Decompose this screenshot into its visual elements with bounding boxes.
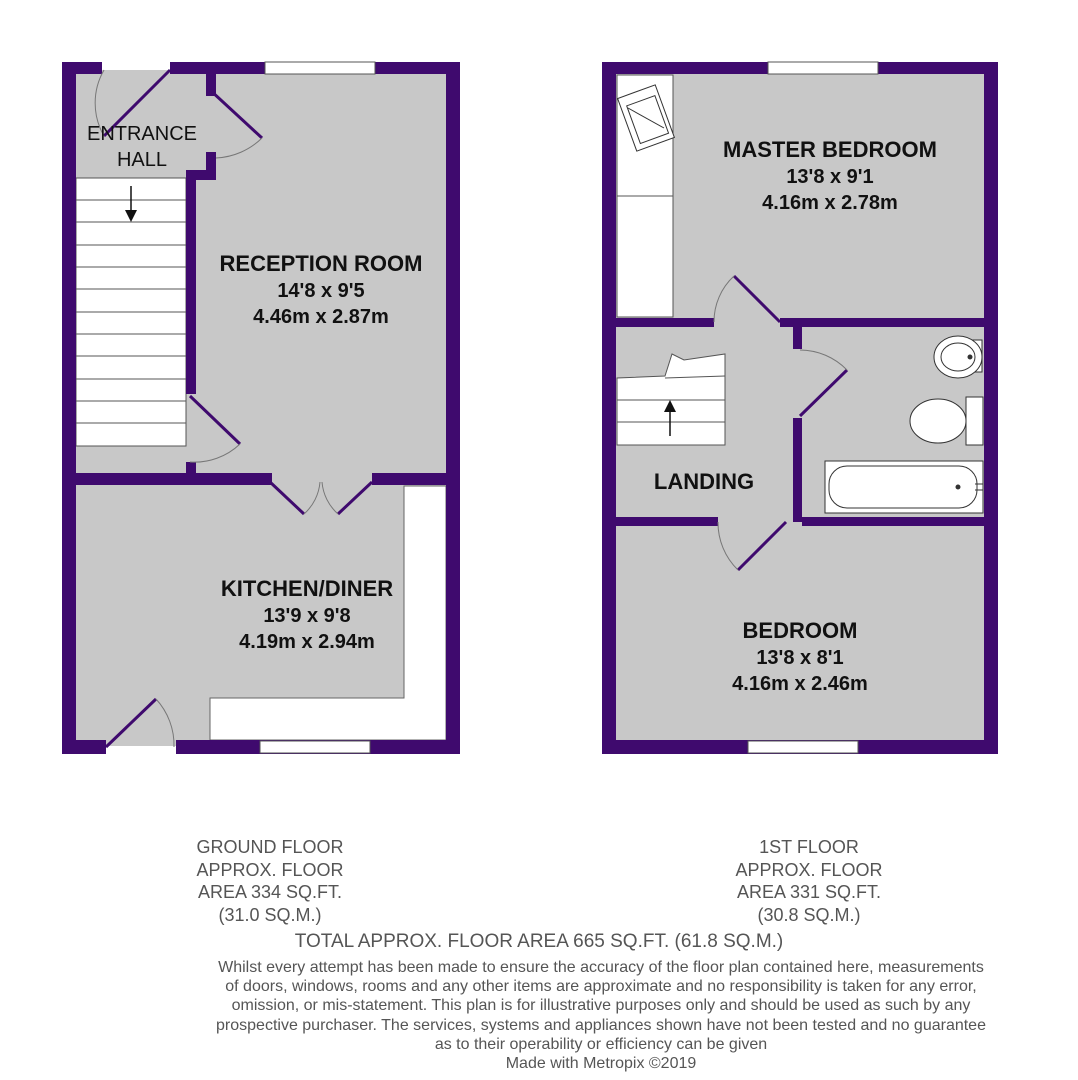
credit: Made with Metropix ©2019: [505, 1055, 697, 1073]
reception-room-metric: 4.46m x 2.87m: [253, 306, 389, 328]
wardrobe: [617, 75, 674, 317]
disclaimer: [180, 958, 1022, 1073]
entrance-hall-label-line2: HALL: [116, 149, 168, 171]
ground-staircase: [76, 178, 186, 446]
disclaimer-line: as to their operability or efficiency can be given: [434, 1035, 768, 1053]
bedroom-name: BEDROOM: [742, 618, 858, 643]
landing-name: LANDING: [653, 469, 755, 494]
kitchen-diner-metric: 4.19m x 2.94m: [239, 631, 375, 653]
first-floor-summary-line: 1ST FLOOR: [759, 837, 859, 857]
ground-floor-summary-line: AREA 334 SQ.FT.: [197, 882, 343, 902]
entrance-hall-label-line1: ENTRANCE: [86, 123, 198, 145]
master-bedroom-metric: 4.16m x 2.78m: [762, 192, 898, 214]
toilet-cistern: [966, 397, 983, 445]
disclaimer-line: prospective purchaser. The services, systems and appliances shown have not been tested and no guarantee: [216, 1016, 986, 1034]
bedroom-metric: 4.16m x 2.46m: [732, 673, 868, 695]
first-floor-summary: [689, 836, 929, 926]
ground-floor-summary-line: GROUND FLOOR: [196, 837, 344, 857]
first-floor-summary-line: APPROX. FLOOR: [735, 859, 883, 880]
first-floor-summary-line: (30.8 SQ.M.): [757, 904, 861, 925]
disclaimer-line: omission, or mis-statement. This plan is for illustrative purposes only and should be used as such by any: [231, 997, 971, 1015]
bedroom-imperial: 13'8 x 8'1: [756, 647, 844, 669]
master-bedroom-name: MASTER BEDROOM: [723, 137, 937, 162]
reception-room-name: RECEPTION ROOM: [219, 251, 423, 276]
ground-floor-summary: [150, 836, 390, 926]
total-floor-area: TOTAL APPROX. FLOOR AREA 665 SQ.FT. (61.8 SQ.M.): [294, 931, 784, 952]
disclaimer-line: of doors, windows, rooms and any other items are approximate and no responsibility is taken for any error,: [225, 978, 977, 996]
first-floor-summary-line: AREA 331 SQ.FT.: [736, 882, 882, 902]
ground-floor-summary-line: (31.0 SQ.M.): [218, 904, 322, 925]
first-floor-plan: [602, 62, 998, 754]
reception-room-imperial: 14'8 x 9'5: [277, 280, 365, 302]
ground-floor-plan: [62, 62, 460, 754]
kitchen-diner-imperial: 13'9 x 9'8: [263, 605, 351, 627]
ground-floor-summary-line: APPROX. FLOOR: [196, 859, 344, 880]
disclaimer-line: Whilst every attempt has been made to ensure the accuracy of the floor plan contained here, measurements: [218, 959, 984, 976]
master-bedroom-imperial: 13'8 x 9'1: [786, 166, 874, 188]
kitchen-diner-name: KITCHEN/DINER: [220, 576, 394, 601]
toilet-bowl: [910, 399, 966, 443]
